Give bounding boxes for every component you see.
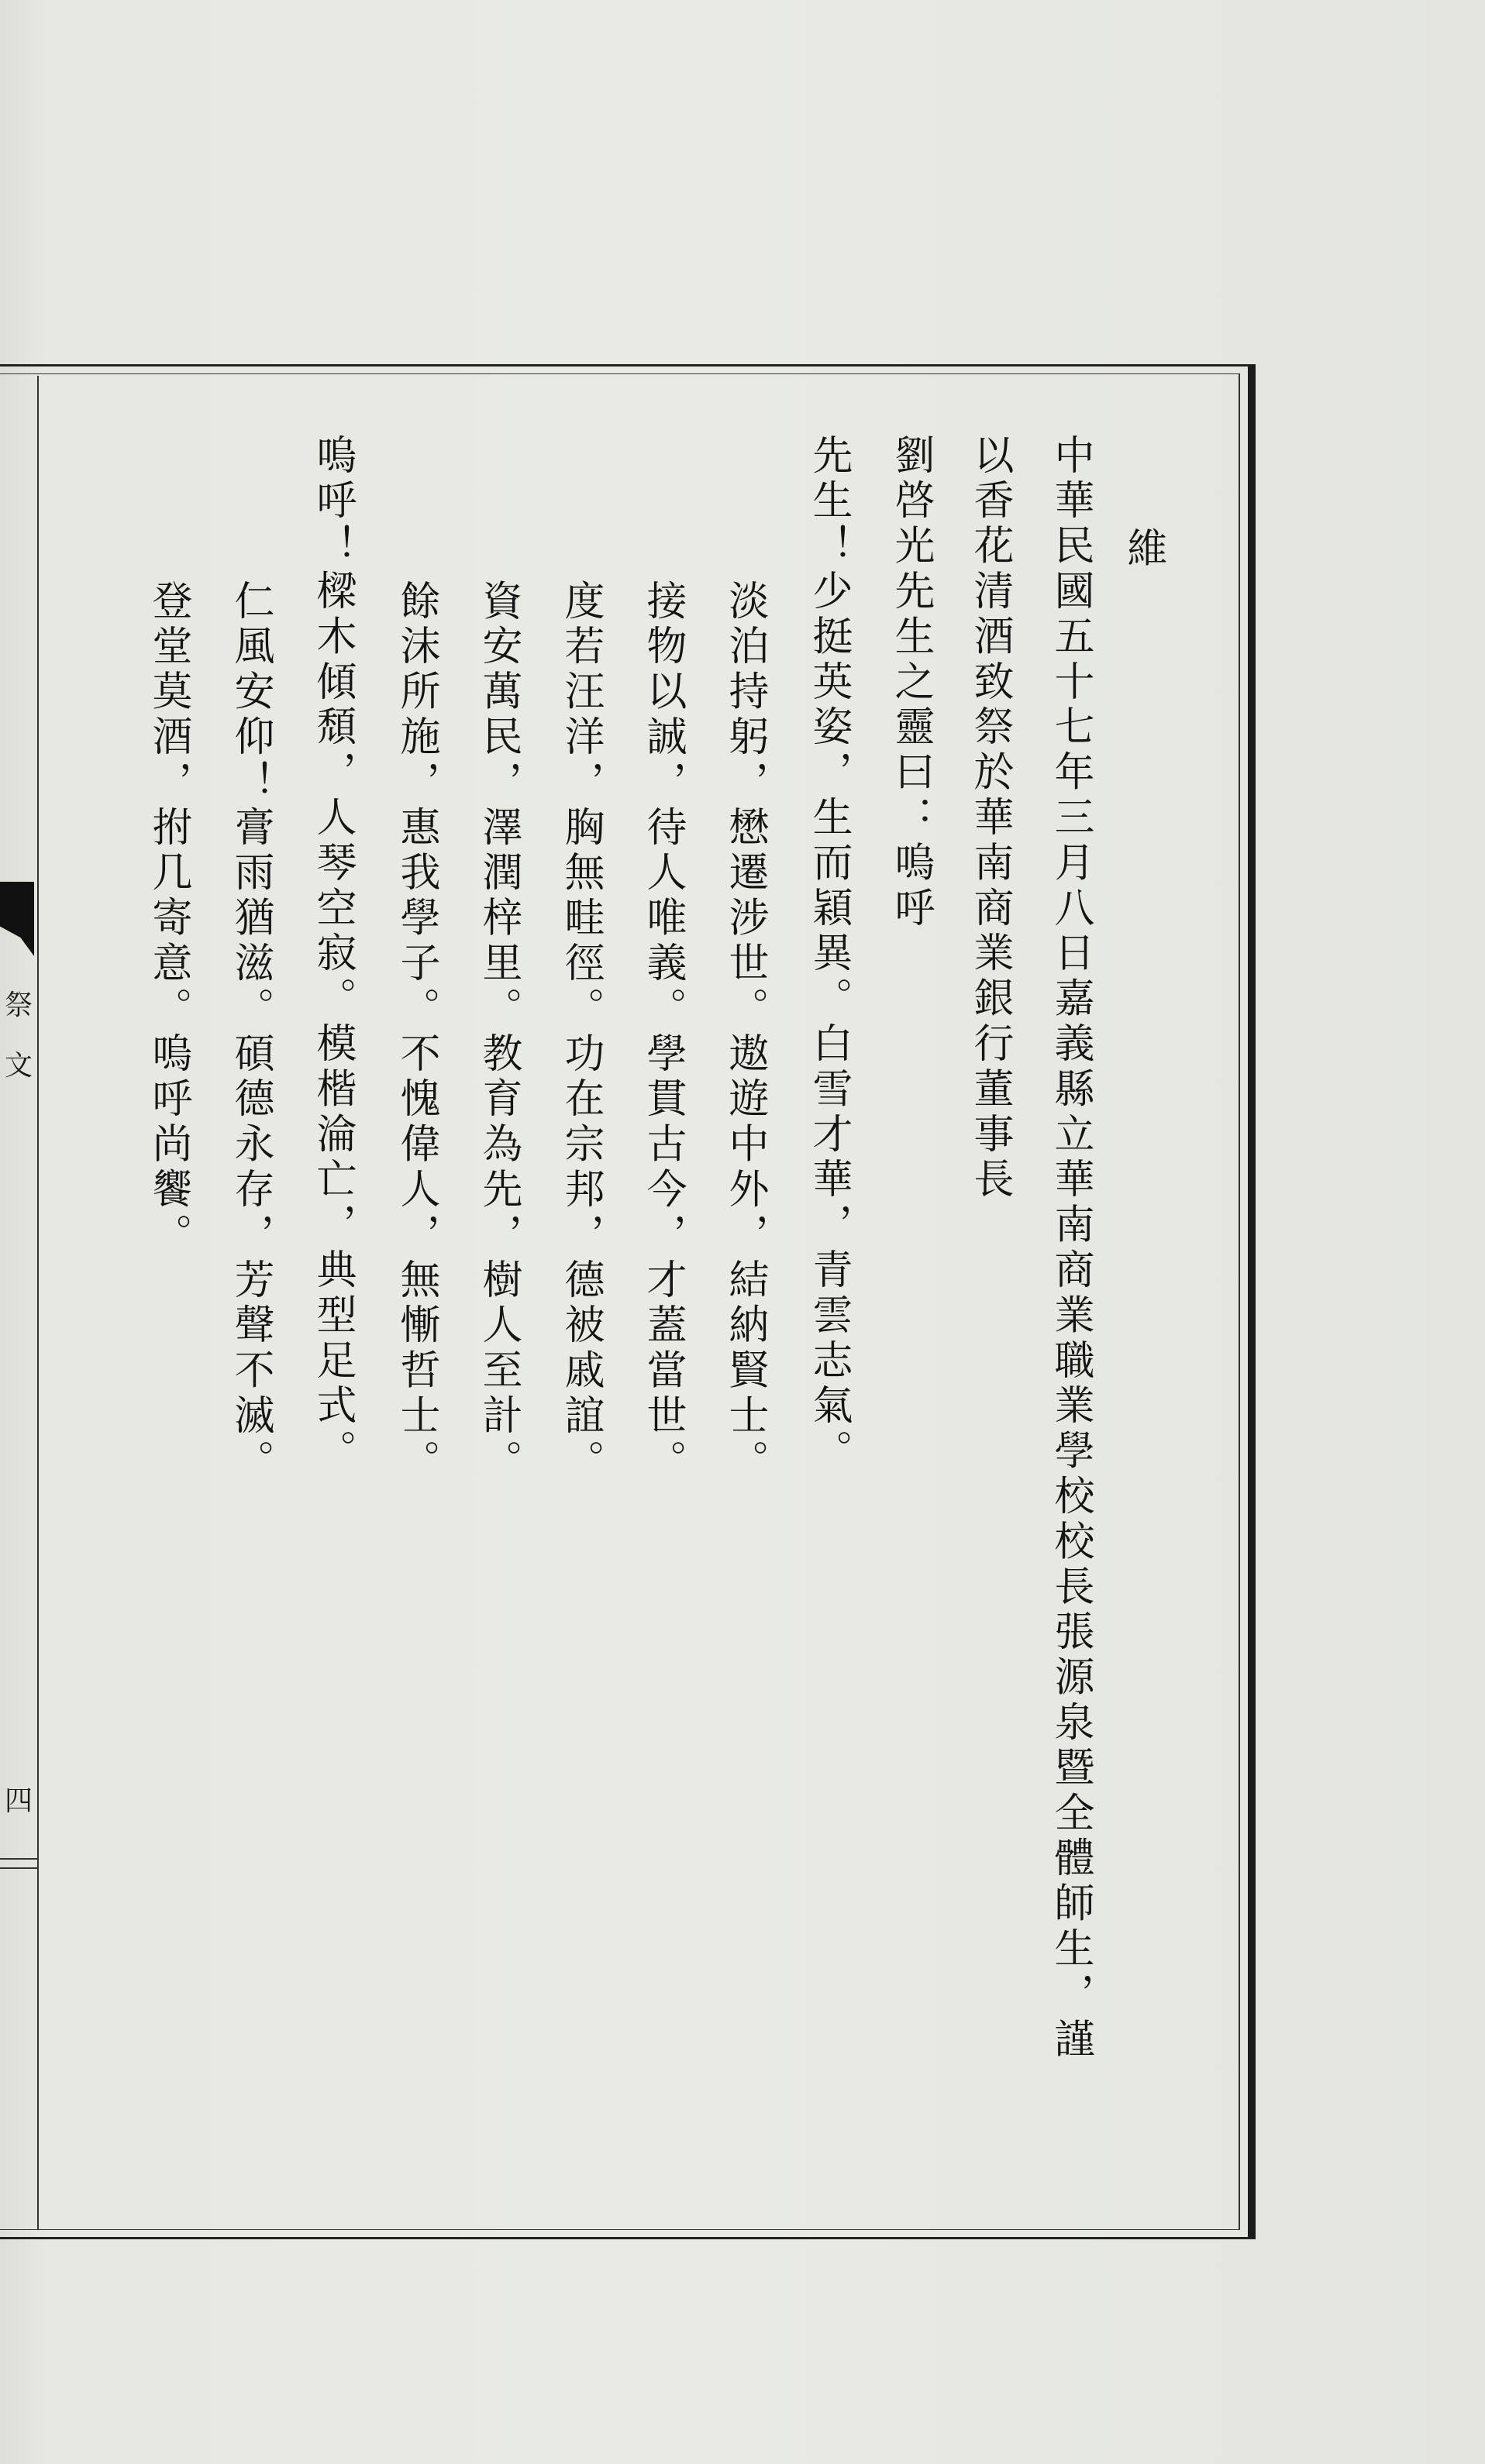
page-number-rule-1	[0, 1858, 37, 1860]
text-column-11: 嗚呼！樑木傾頹，人琴空寂。模楷淪亡，典型足式。	[309, 434, 356, 1475]
page-number-rule-2	[0, 1867, 37, 1869]
text-column-5: 先生！少挺英姿，生而穎異。白雪才華，青雲志氣。	[805, 434, 852, 1475]
text-column-12: 仁風安仰！膏雨猶滋。碩德永存，芳聲不滅。	[227, 580, 274, 1485]
section-title-margin	[3, 990, 34, 1082]
text-column-3: 以香花清酒致祭於華南商業銀行董事長	[966, 434, 1013, 1203]
text-column-9: 資安萬民，澤潤梓里。教育為先，樹人至計。	[475, 580, 522, 1485]
section-title-char-1: 祭	[4, 989, 33, 1021]
text-column-6: 淡泊持躬，懋遷涉世。遨遊中外，結納賢士。	[722, 580, 768, 1485]
text-column-2: 中華民國五十七年三月八日嘉義縣立華南商業職業學校校長張源泉暨全體師生，謹	[1047, 434, 1094, 2063]
text-column-4: 劉啓光先生之靈曰：嗚呼	[887, 434, 934, 932]
text-column-1: 維	[1120, 527, 1166, 573]
section-title-char-2: 文	[4, 1050, 33, 1082]
margin-divider-rule	[37, 376, 39, 2229]
text-column-10: 餘沫所施，惠我學子。不愧偉人，無慚哲士。	[393, 580, 439, 1485]
page-number: 四	[4, 1785, 33, 1817]
text-column-7: 接物以誠，待人唯義。學貫古今，才蓋當世。	[639, 580, 686, 1485]
text-column-13: 登堂莫酒，拊几寄意。嗚呼尚饗。	[145, 580, 191, 1258]
text-column-8: 度若汪洋，胸無畦徑。功在宗邦，德被戚誼。	[557, 580, 604, 1485]
